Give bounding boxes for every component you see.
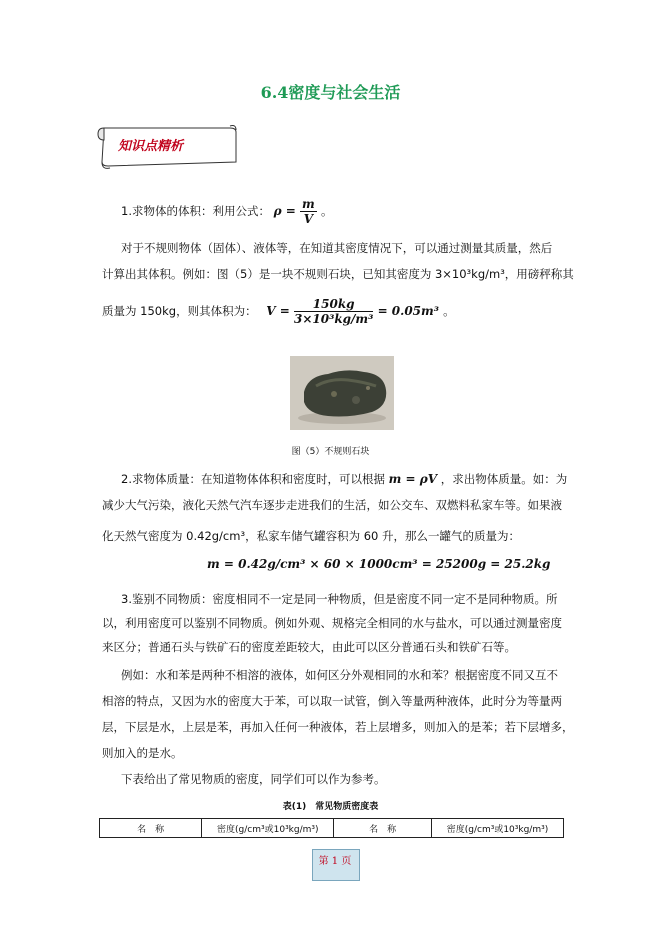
formula-numerator: m: [302, 197, 315, 211]
volume-line: [102, 297, 455, 326]
table-header-row: [100, 819, 564, 838]
paragraph-line: 例如：水和苯是两种不相溶的液体，如何区分外观相同的水和苯？根据密度不同又互不: [121, 668, 558, 682]
paragraph-line: 下表给出了常见物质的密度，同学们可以作为参考。: [121, 772, 386, 786]
paragraph-line: 3.鉴别不同物质：密度相同不一定是同一种物质，但是密度不同一定不是同种物质。所: [121, 592, 558, 606]
page-title: 6.4密度与社会生活: [260, 83, 401, 102]
paragraph-line: 来区分；普通石头与铁矿石的密度差距较大，由此可以区分普通石头和铁矿石等。: [102, 640, 516, 654]
paragraph-line: 相溶的特点，又因为水的密度大于苯，可以取一试管，倒入等量两种液体，此时分为等量两: [102, 694, 562, 708]
volume-end: 。: [443, 304, 455, 318]
paragraph-line: 化天然气密度为 0.42g/cm³，私家车储气罐容积为 60 升，那么一罐气的质量为：: [102, 529, 521, 543]
paragraph-line: 对于不规则物体（固体）、液体等，在知道其密度情况下，可以通过测量其质量，然后: [121, 241, 553, 255]
section-1-heading: 1.求物体的体积：利用公式：: [121, 204, 270, 218]
section-1-intro: [121, 197, 332, 226]
formula-lhs: ρ =: [273, 204, 296, 218]
mass-calculation: m = 0.42g/cm³ × 60 × 1000cm³ = 25200g = 25.2kg: [207, 557, 551, 571]
volume-lhs: V =: [266, 304, 290, 318]
rock-image-icon: [290, 356, 394, 430]
table-header-cell: 名 称: [334, 819, 432, 838]
formula-denominator: V: [303, 212, 314, 226]
table-header-cell: 名 称: [100, 819, 202, 838]
table-header-cell: 密度(g/cm³或10³kg/m³): [431, 819, 563, 838]
section-2-heading: 2.求物体质量：在知道物体体积和密度时，可以根据: [121, 472, 385, 486]
paragraph-line: 计算出其体积。例如：图（5）是一块不规则石块，已知其密度为 3×10³kg/m³，用磅秤称其: [102, 267, 574, 281]
paragraph-line: 以，利用密度可以鉴别不同物质。例如外观、规格完全相同的水与盐水，可以通过测量密度: [102, 616, 562, 630]
banner-label: 知识点精析: [118, 139, 184, 154]
mass-formula: m = ρV: [388, 472, 438, 486]
paragraph-line: 减少大气污染，液化天然气汽车逐步走进我们的生活，如公交车、双燃料私家车等。如果液: [102, 498, 562, 512]
section-banner: [96, 122, 238, 172]
volume-text: 质量为 150kg，则其体积为：: [102, 304, 257, 318]
volume-fraction: [294, 297, 373, 326]
paragraph-line: 层，下层是水，上层是苯，再加入任何一种液体，若上层增多，则加入的是苯；若下层增多，: [102, 720, 574, 734]
section-2-text: ，求出物体质量。如：为: [440, 472, 568, 486]
paragraph-line: 则加入的是水。: [102, 746, 183, 760]
density-table: [99, 818, 564, 838]
rock-photo: [290, 356, 394, 430]
formula-fraction: [300, 197, 317, 226]
page-number: 第 1 页: [318, 856, 352, 867]
formula-end: 。: [320, 204, 333, 218]
density-formula: [273, 197, 321, 226]
table-caption: 表(1) 常见物质密度表: [282, 802, 379, 812]
volume-result: = 0.05m³: [377, 304, 439, 318]
section-2-line: [121, 466, 567, 492]
table-header-cell: 密度(g/cm³或10³kg/m³): [202, 819, 334, 838]
volume-formula: [266, 297, 443, 326]
figure-caption: 图（5）不规则石块: [291, 447, 370, 457]
volume-denominator: 3×10³kg/m³: [293, 312, 374, 326]
volume-numerator: 150kg: [294, 297, 373, 312]
